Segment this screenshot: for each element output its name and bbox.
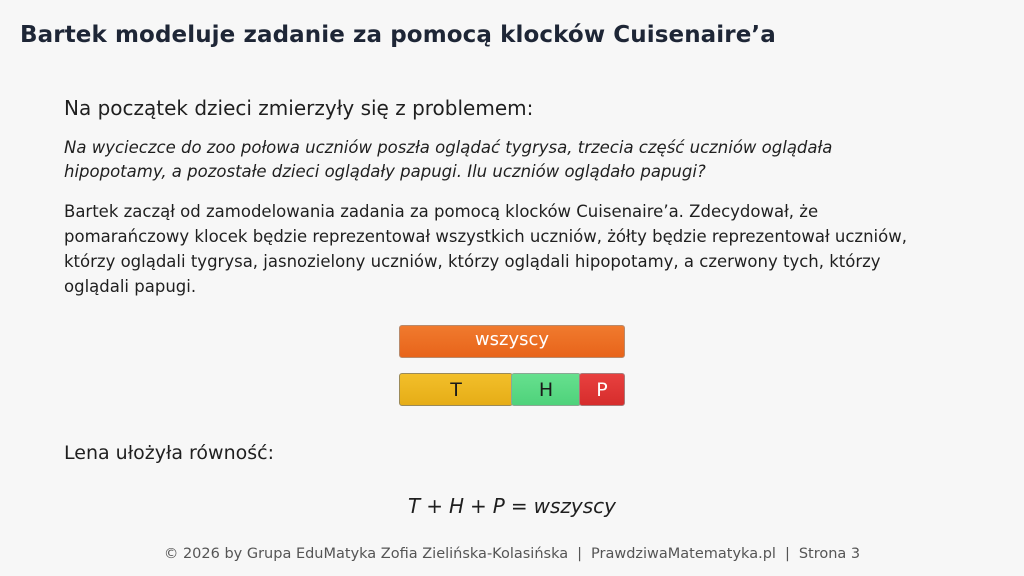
rod-label-t: T	[450, 378, 462, 401]
equation	[0, 494, 1024, 518]
footer-page-number: Strona 3	[798, 546, 861, 562]
red-rod-parrots	[579, 373, 625, 406]
problem-line: Na wycieczce do zoo połowa uczniów poszła oglądać tygrysa, trzecia część uczniów oglądała	[64, 138, 833, 157]
problem-line: hipopotamy, a pozostałe dzieci oglądały papugi. Ilu uczniów oglądało papugi?	[64, 162, 706, 181]
problem-statement	[64, 136, 964, 184]
yellow-rod-tiger	[399, 373, 513, 406]
paragraph-line: pomarańczowy klocek będzie reprezentował wszystkich uczniów, żółty będzie reprezentował uczniów,	[64, 227, 907, 246]
paragraph-line: którzy oglądali tygrysa, jasnozielony uczniów, którzy oglądali hipopotamy, a czerwony tych, którzy	[64, 252, 881, 271]
paragraph-line: Bartek zaczął od zamodelowania zadania za pomocą klocków Cuisenaire’a. Zdecydował, że	[64, 202, 819, 221]
equation-p: P	[492, 494, 505, 518]
equation-h: H	[448, 494, 465, 518]
footer-copyright: © 2026 by Grupa EduMatyka Zofia Zielińska-Kolasińska	[163, 546, 569, 562]
explanation-paragraph	[64, 199, 964, 299]
footer-separator: |	[577, 546, 582, 562]
equation-rhs: wszyscy	[533, 494, 616, 518]
lena-text: Lena ułożyła równość:	[64, 442, 275, 464]
rod-label-p: P	[596, 378, 608, 401]
rod-label-h: H	[538, 378, 554, 401]
section-subheading: Na początek dzieci zmierzyły się z problemem:	[64, 96, 534, 120]
paragraph-line: oglądali papugi.	[64, 277, 197, 296]
equation-equals: =	[510, 494, 528, 518]
footer-separator: |	[784, 546, 790, 562]
equation-t: T	[408, 494, 421, 518]
rod-label-all: wszyscy	[474, 329, 550, 350]
equation-plus: +	[470, 494, 487, 518]
footer-site-link[interactable]: PrawdziwaMatematyka.pl	[591, 546, 776, 562]
footer	[0, 546, 1024, 562]
green-rod-hippo	[511, 373, 581, 406]
equation-plus: +	[426, 494, 443, 518]
slide-title: Bartek modeluje zadanie za pomocą klocków Cuisenaire’a	[20, 22, 776, 48]
orange-rod-all-students	[399, 325, 625, 358]
